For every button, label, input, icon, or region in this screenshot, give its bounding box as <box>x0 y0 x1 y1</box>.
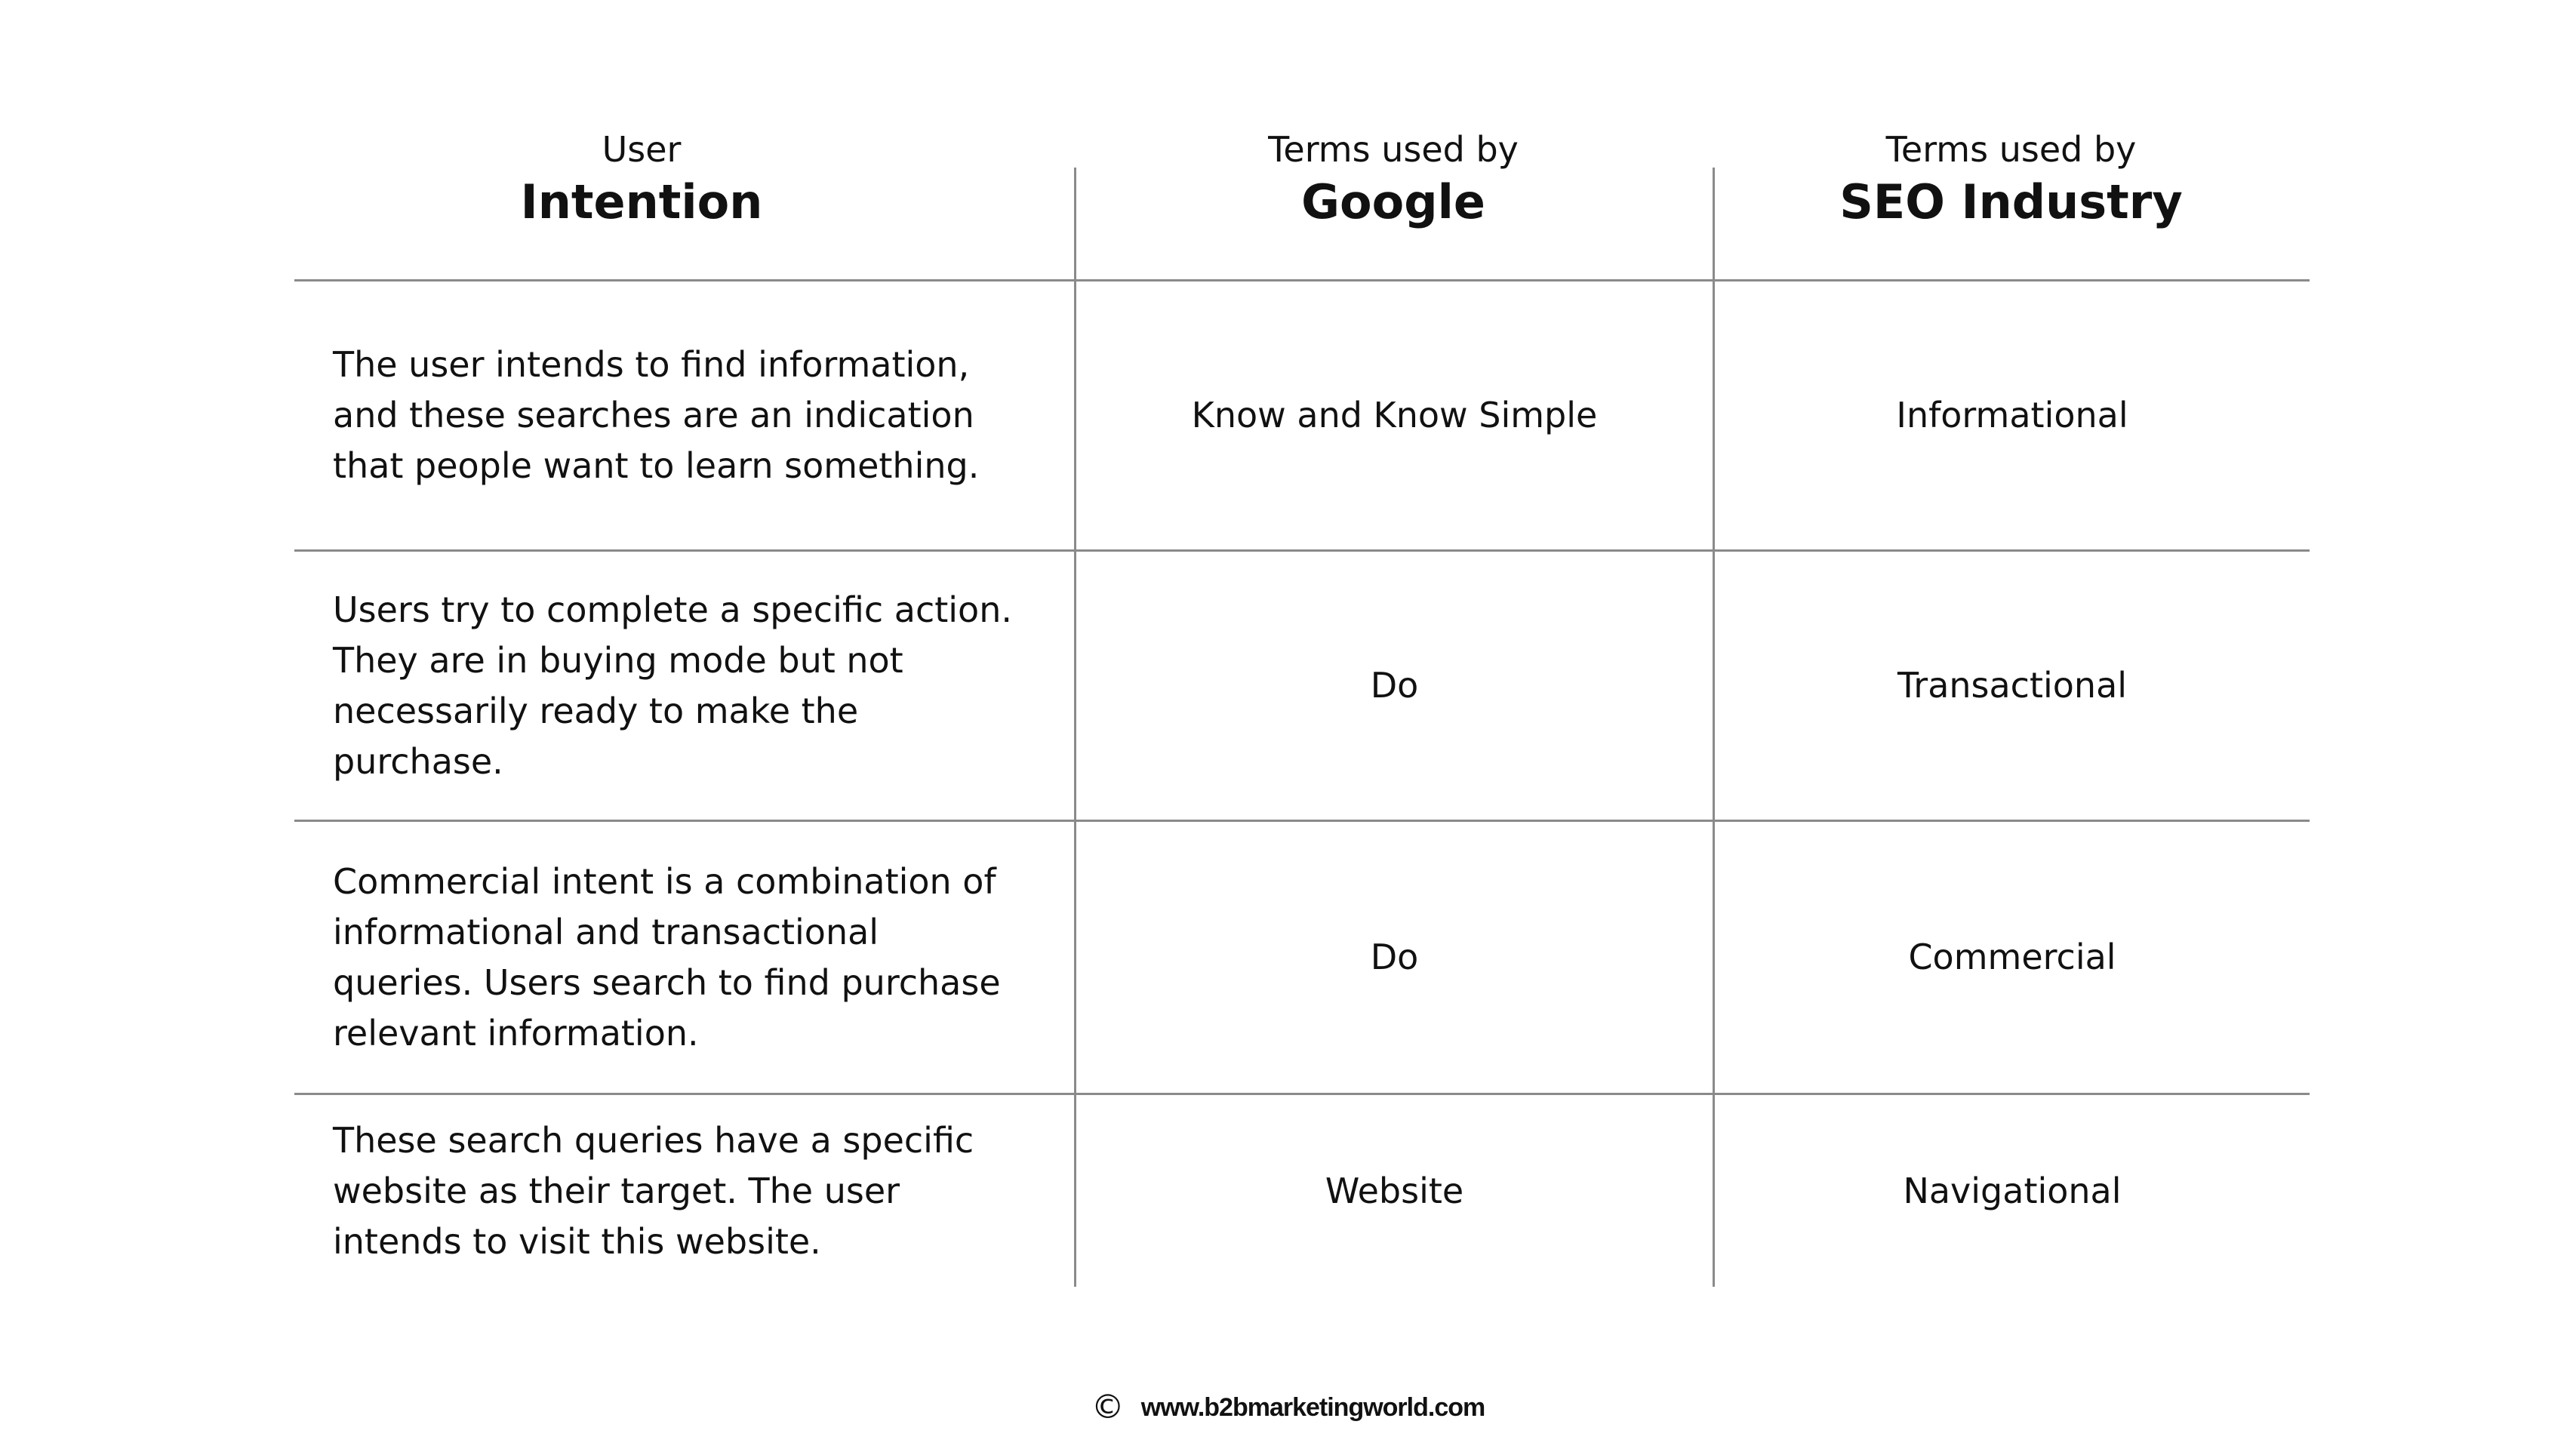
header-google <box>1074 127 1713 232</box>
table-row-commercial-seo <box>1715 822 2310 1093</box>
header-seo-industry <box>1713 127 2310 232</box>
header-seo-sub: Terms used by <box>1885 129 2137 170</box>
google-term: Do <box>1370 937 1419 977</box>
table-row-navigational-seo <box>1715 1095 2310 1287</box>
description-text: Commercial intent is a combination of informational and transactional queries. Users search to find purchase relevant information. <box>333 860 1001 1054</box>
google-term: Do <box>1370 665 1419 706</box>
header-intention <box>294 127 989 232</box>
table-row-transactional-google <box>1076 552 1713 820</box>
footer <box>0 1385 2576 1430</box>
table-row-informational-google <box>1076 281 1713 549</box>
description-text: The user intends to find information, and these searches are an indication that people want to learn something. <box>333 344 980 486</box>
header-intention-sub: User <box>602 129 682 170</box>
table-row-transactional-description <box>333 552 1012 820</box>
table-row-informational-description <box>333 281 1012 549</box>
description-text: Users try to complete a specific action. They are in buying mode but not necessarily ready to make the purchase. <box>333 589 1012 782</box>
footer-website-link[interactable]: www.b2bmarketingworld.com <box>1140 1392 1485 1422</box>
header-intention-main: Intention <box>520 174 763 229</box>
seo-term: Commercial <box>1908 937 2116 977</box>
header-google-main: Google <box>1301 174 1485 229</box>
description-text: These search queries have a specific website as their target. The user intends to visit this website. <box>333 1119 974 1262</box>
seo-term: Informational <box>1896 395 2128 435</box>
table-row-transactional-seo <box>1715 552 2310 820</box>
google-term: Website <box>1325 1170 1464 1211</box>
seo-term: Navigational <box>1903 1170 2122 1211</box>
copyright-icon: © <box>1091 1388 1125 1426</box>
table-row-navigational-google <box>1076 1095 1713 1287</box>
table-row-navigational-description <box>333 1095 1012 1287</box>
table-row-informational-seo <box>1715 281 2310 549</box>
google-term: Know and Know Simple <box>1191 395 1598 435</box>
header-google-sub: Terms used by <box>1268 129 1519 170</box>
table-row-commercial-google <box>1076 822 1713 1093</box>
seo-term: Transactional <box>1897 665 2128 706</box>
header-seo-main: SEO Industry <box>1839 174 2183 229</box>
table-row-commercial-description <box>333 822 1012 1093</box>
